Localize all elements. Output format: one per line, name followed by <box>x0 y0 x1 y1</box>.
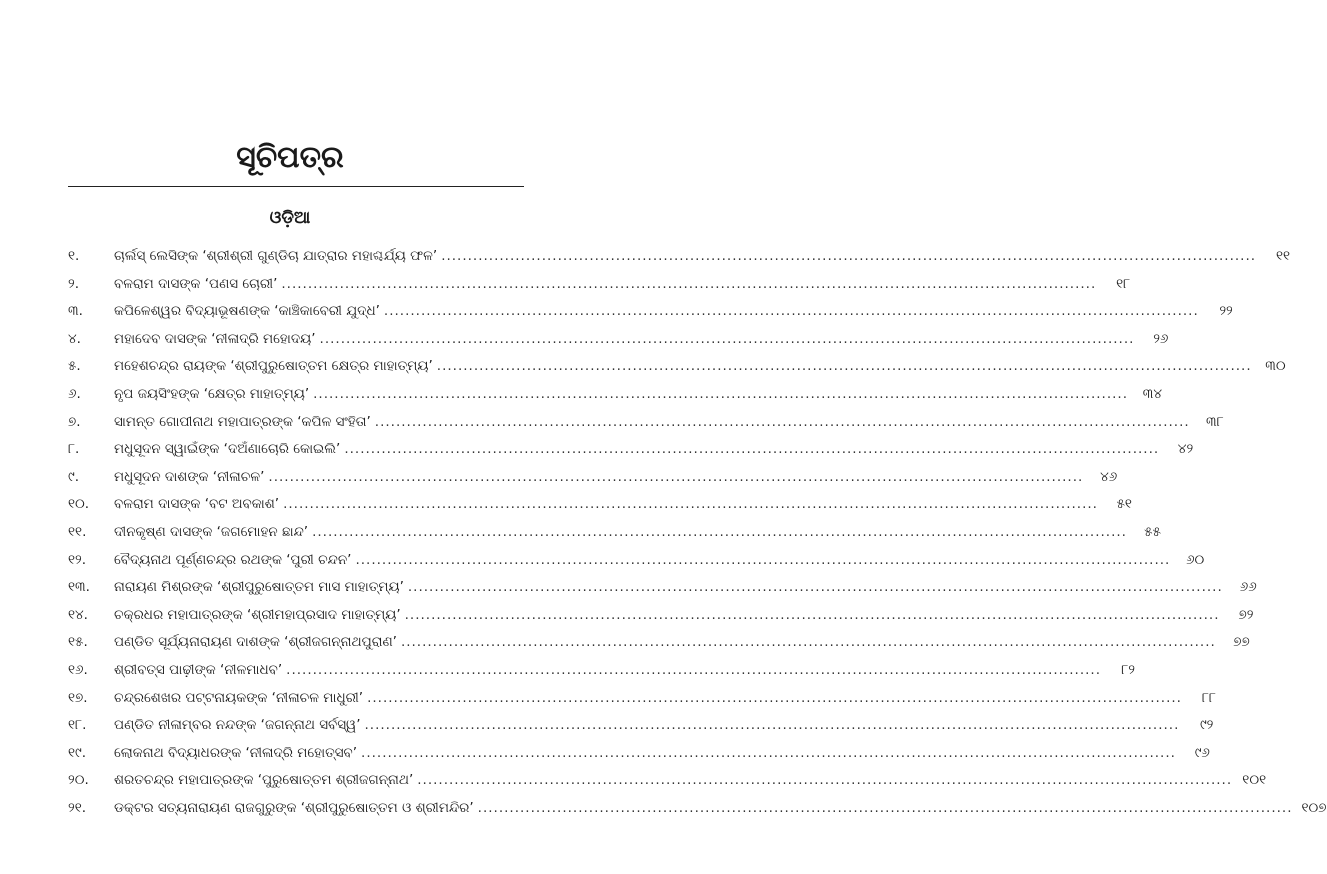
toc-entry-title: ମଧୁସୂଦନ ସ୍ୱାଇଁଙ୍କ ‘ଦଅଁଣାଚୋରି କୋଇଲି’ <box>114 441 341 458</box>
toc-entry-title: ଲୋକନାଥ ବିଦ୍ୟାଧରଙ୍କ ‘ନୀଳାଦ୍ରି ମହୋତ୍ସବ’ <box>114 744 358 761</box>
toc-entry <box>68 634 1250 662</box>
toc-entry-title: ମହାଦେବ ଦାସଙ୍କ ‘ନୀଳାଦ୍ରି ମହୋଦୟ’ <box>114 330 316 347</box>
toc-entry <box>68 441 1194 469</box>
toc-entry-title: ପଣ୍ଡିତ ନୀଳାମ୍ବର ନନ୍ଦଙ୍କ ‘ଜଗନ୍ନାଥ ସର୍ବସ୍ୱ’ <box>114 717 361 734</box>
toc-entry-number: ୧୯. <box>68 744 87 761</box>
toc-entry-page: ୮୮ <box>1201 689 1216 706</box>
dot-leader <box>441 248 1256 264</box>
toc-entry <box>68 606 1254 635</box>
toc-entry-page: ୧୦୭ <box>1301 799 1327 816</box>
dot-leader <box>268 469 1083 485</box>
toc-entry-page: ୯୨ <box>1199 717 1214 734</box>
toc-entry-title: ସାମନ୍ତ ଗୋପୀନାଥ ମହାପାତ୍ରଙ୍କ ‘କପିଳ ସଂହିତା’ <box>114 413 371 430</box>
toc-entry <box>68 385 1162 414</box>
toc-entry-title: ଚନ୍ଦ୍ରଶେଖର ପଟ୍ଟନାୟକଙ୍କ ‘ନୀଳାଚଳ ମାଧୁରୀ’ <box>114 689 364 706</box>
table-of-contents <box>68 248 1327 827</box>
toc-entry-page: ୧୮ <box>1116 275 1131 292</box>
toc-entry-number: ୬. <box>68 385 81 402</box>
toc-entry <box>68 413 1224 442</box>
toc-entry <box>68 496 1132 524</box>
toc-entry-number: ୧୭. <box>68 689 88 706</box>
dot-leader <box>401 634 1216 650</box>
toc-entry-title: ବୈଦ୍ୟନାଥ ପୂର୍ଣ୍ଣଚନ୍ଦ୍ର ରଥଙ୍କ ‘ପୁରୀ ଚନ୍ଦନ’ <box>114 551 352 568</box>
toc-entry <box>68 772 1267 800</box>
toc-entry-page: ୩୮ <box>1205 413 1224 430</box>
toc-entry-number: ୨୦. <box>68 772 89 789</box>
toc-entry-page: ୭୭ <box>1233 634 1250 651</box>
toc-entry <box>68 468 1118 497</box>
dot-leader <box>312 524 1127 540</box>
toc-entry-page: ୧୧ <box>1275 248 1291 264</box>
title-divider <box>68 186 524 187</box>
toc-entry <box>68 248 1291 276</box>
toc-entry <box>68 303 1233 331</box>
dot-leader <box>365 717 1180 733</box>
toc-entry-title: ଶରତଚନ୍ଦ୍ର ମହାପାତ୍ରଙ୍କ ‘ପୁରୁଷୋତ୍ତମ ଶ୍ରୀଜଗନ୍ନାଥ’ <box>114 772 414 789</box>
toc-entry-title: ଶ୍ରୀବତ୍ସ ପାଢ଼ୀଙ୍କ ‘ନୀଳମାଧବ’ <box>114 661 283 678</box>
toc-entry-number: ୭. <box>68 413 81 430</box>
toc-entry-title: ଦୀନକୃଷ୍ଣ ଦାସଙ୍କ ‘ଜଗମୋହନ ଛାନ୍ଦ’ <box>114 523 309 540</box>
toc-entry-page: ୨୨ <box>1219 303 1233 320</box>
toc-entry-page: ୧୦୧ <box>1242 772 1267 789</box>
toc-entry-title: ଡକ୍ଟର ସତ୍ୟନାରାୟଣ ରାଜଗୁରୁଙ୍କ ‘ଶ୍ରୀପୁରୁଷୋତ୍ତମ ଓ ଶ୍ରୀମନ୍ଦିର’ <box>114 799 474 816</box>
toc-entry-page: ୨୬ <box>1153 330 1169 347</box>
dot-leader <box>437 358 1252 374</box>
toc-entry-number: ୫. <box>68 358 81 375</box>
toc-entry <box>68 689 1216 718</box>
toc-entry-number: ୨. <box>68 275 80 292</box>
dot-leader <box>478 800 1293 816</box>
toc-entry <box>68 523 1161 552</box>
toc-entry <box>68 579 1257 607</box>
toc-entry-page: ୩୪ <box>1142 385 1162 402</box>
toc-entry-number: ୯. <box>68 468 80 485</box>
toc-entry-number: ୧୦. <box>68 496 90 513</box>
toc-entry-page: ୫୧ <box>1116 496 1132 513</box>
toc-entry <box>68 275 1131 304</box>
dot-leader <box>405 607 1220 623</box>
dot-leader <box>361 745 1176 761</box>
toc-entry-number: ୧୫. <box>68 634 88 651</box>
toc-entry-number: ୪. <box>68 330 81 347</box>
dot-leader <box>355 552 1170 568</box>
toc-entry-number: ୩. <box>68 303 83 320</box>
toc-entry-page: ୫୫ <box>1144 523 1161 540</box>
toc-entry-page: ୩୦ <box>1265 358 1286 375</box>
toc-entry-title: ମଧୁସୂଦନ ଦାଶଙ୍କ ‘ନୀଳାଚଳ’ <box>114 468 265 485</box>
dot-leader <box>384 303 1199 319</box>
dot-leader <box>286 662 1101 678</box>
toc-entry <box>68 717 1214 745</box>
dot-leader <box>344 441 1159 457</box>
dot-leader <box>367 690 1182 706</box>
toc-entry-title: କପିଳେଶ୍ୱର ବିଦ୍ୟାଭୂଷଣଙ୍କ ‘କାଞ୍ଚିକାବେରୀ ଯୁଦ୍ଧ’ <box>114 303 380 320</box>
toc-entry-number: ୧୪. <box>68 606 88 623</box>
toc-entry-title: ମହେଶଚନ୍ଦ୍ର ରାୟଙ୍କ ‘ଶ୍ରୀପୁରୁଷୋତ୍ତମ କ୍ଷେତ୍ର ମାହାତ୍ମ୍ୟ’ <box>114 358 433 375</box>
toc-entry <box>68 744 1210 773</box>
section-heading: ଓଡ଼ିଆ <box>269 208 311 228</box>
dot-leader <box>375 414 1190 430</box>
toc-entry-page: ୪୨ <box>1177 441 1194 458</box>
toc-entry-number: ୧୬. <box>68 661 88 678</box>
dot-leader <box>283 496 1098 512</box>
toc-entry-page: ୪୬ <box>1100 468 1118 485</box>
toc-entry-page: ୮୨ <box>1121 661 1136 678</box>
toc-entry-title: ଚାର୍ଲସ୍ ଲେସିଙ୍କ ‘ଶ୍ରୀଶ୍ରୀ ଗୁଣ୍ଡିଚା ଯାତ୍ରାର ମହାଶ୍ଚର୍ଯ୍ୟ ଫଳ’ <box>114 248 438 264</box>
toc-entry <box>68 358 1286 386</box>
toc-entry <box>68 551 1205 580</box>
toc-entry-title: ଚକ୍ରଧର ମହାପାତ୍ରଙ୍କ ‘ଶ୍ରୀମହାପ୍ରସାଦ ମାହାତ୍ମ୍ୟ’ <box>114 606 401 623</box>
dot-leader <box>320 331 1135 347</box>
dot-leader <box>408 579 1223 595</box>
toc-entry-title: ନାରାୟଣ ମିଶ୍ରଙ୍କ ‘ଶ୍ରୀପୁରୁଷୋତ୍ତମ ମାସ ମାହାତ୍ମ୍ୟ’ <box>114 579 404 596</box>
toc-entry <box>68 661 1136 690</box>
dot-leader <box>281 276 1096 292</box>
toc-entry-number: ୮. <box>68 441 80 458</box>
toc-entry <box>68 330 1169 359</box>
toc-entry-page: ୬୦ <box>1186 551 1205 568</box>
toc-entry-title: ବଳରାମ ଦାସଙ୍କ ‘ପଣସ ଚୋରୀ’ <box>114 275 278 292</box>
toc-entry-title: ପଣ୍ଡିତ ସୂର୍ଯ୍ୟନାରାୟଣ ଦାଶଙ୍କ ‘ଶ୍ରୀଜଗନ୍ନାଥପୁରାଣ’ <box>114 634 397 651</box>
toc-entry-number: ୧୨. <box>68 551 87 568</box>
dot-leader <box>417 772 1232 788</box>
toc-entry-page: ୭୨ <box>1238 606 1254 623</box>
toc-entry-number: ୧୩. <box>68 579 90 596</box>
toc-entry-number: ୧. <box>68 248 80 264</box>
page-title: ସୂଚିପତ୍ର <box>236 140 344 175</box>
toc-entry-title: ବଳରାମ ଦାସଙ୍କ ‘ବଟ ଅବକାଶ’ <box>114 496 280 513</box>
dot-leader <box>313 386 1128 402</box>
toc-entry-title: ନୃପ ଜୟସିଂହଙ୍କ ‘କ୍ଷେତ୍ର ମାହାତ୍ମ୍ୟ’ <box>114 385 310 402</box>
toc-entry-number: ୧୧. <box>68 523 87 540</box>
toc-entry <box>68 799 1327 828</box>
toc-entry-page: ୯୬ <box>1194 744 1210 761</box>
toc-entry-number: ୧୮. <box>68 717 87 734</box>
toc-entry-number: ୨୧. <box>68 799 87 816</box>
toc-entry-page: ୬୬ <box>1239 579 1257 596</box>
